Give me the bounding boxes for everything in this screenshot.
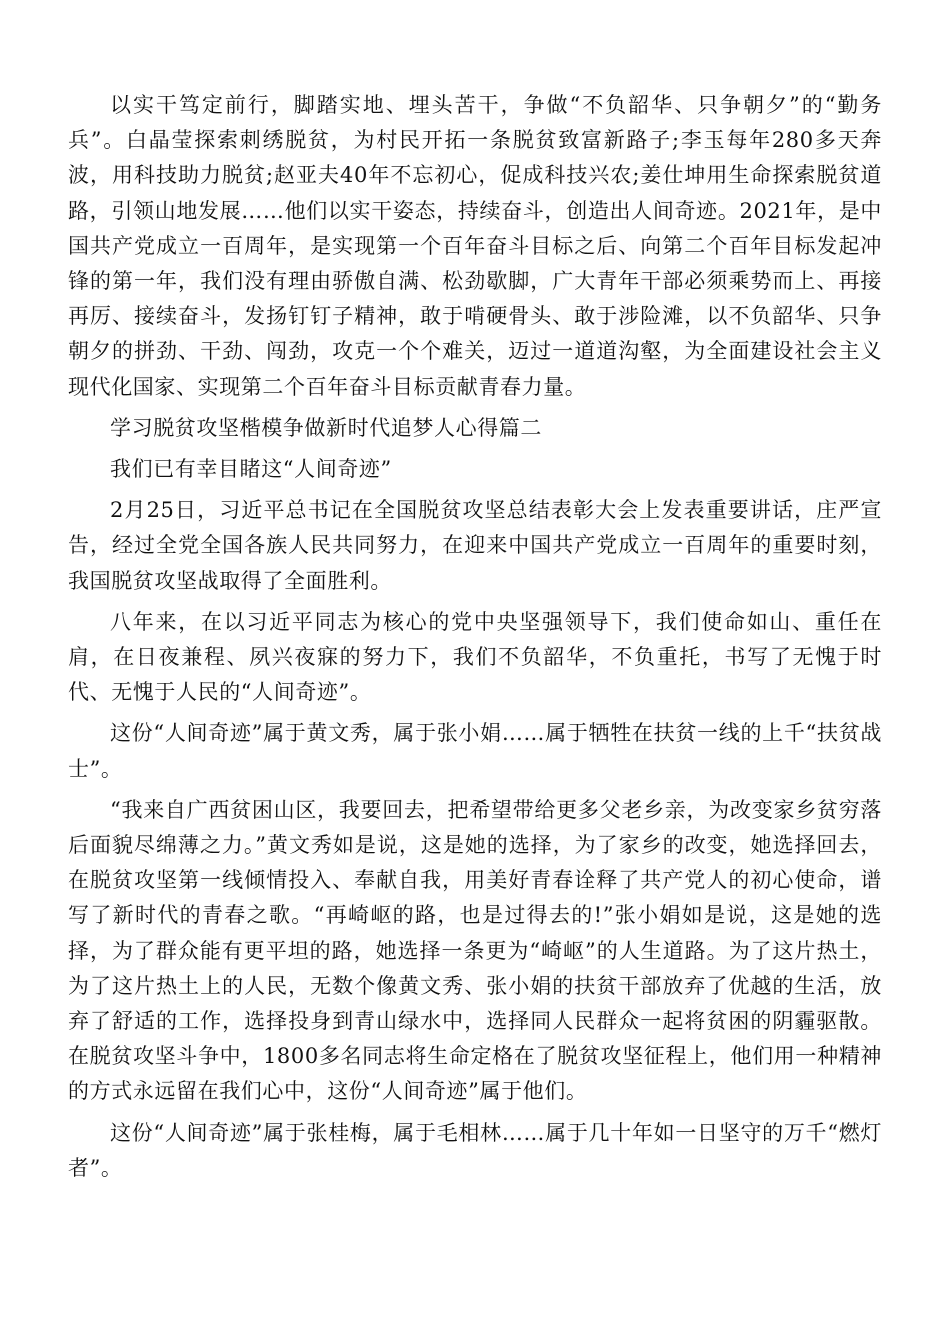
paragraph-5: “我来自广西贫困山区，我要回去，把希望带给更多父老乡亲，为改变家乡贫穷落后面貌尽绵薄之力。”黄文秀如是说，这是她的选择，为了家乡的改变，她选择回去，在脱贫攻坚第一线倾情投入、奉献自我，用美好青春诠释了共产党人的初心使命，谱写了新时代的青春之歌。“再崎岖的路，也是过得去的!”张小娟如是说，这是她的选择，为了群众能有更平坦的路，她选择一条更为“崎岖”的人生道路。为了这片热土，为了这片热土上的人民，无数个像黄文秀、张小娟的扶贫干部放弃了优越的生活，放弃了舒适的工作，选择投身到青山绿水中，选择同人民群众一起将贫困的阴霾驱散。在脱贫攻坚斗争中，1800多名同志将生命定格在了脱贫攻坚征程上，他们用一种精神的方式永远留在我们心中，这份“人间奇迹”属于他们。: [68, 797, 882, 1104]
article-title: 我们已有幸目睹这“人间奇迹”: [110, 457, 392, 482]
paragraph-1: 以实干笃定前行，脚踏实地、埋头苦干，争做“不负韶华、只争朝夕”的“勤务兵”。白晶莹探索刺绣脱贫，为村民开拓一条脱贫致富新路子;李玉每年280多天奔波，用科技助力脱贫;赵亚夫40年不忘初心，促成科技兴农;姜仕坤用生命探索脱贫道路，引领山地发展……他们以实干姿态，持续奋斗，创造出人间奇迹。2021年，是中国共产党成立一百周年，是实现第一个百年奋斗目标之后、向第二个百年目标发起冲锋的第一年，我们没有理由骄傲自满、松劲歇脚，广大青年干部必须乘势而上、再接再厉、接续奋斗，发扬钉钉子精神，敢于啃硬骨头、敢于涉险滩，以不负韶华、只争朝夕的拼劲、干劲、闯劲，攻克一个个难关，迈过一道道沟壑，为全面建设社会主义现代化国家、实现第二个百年奋斗目标贡献青春力量。: [68, 93, 882, 399]
article-subtitle: 学习脱贫攻坚楷模争做新时代追梦人心得篇二: [110, 415, 542, 440]
paragraph-6: 这份“人间奇迹”属于张桂梅，属于毛相林……属于几十年如一日坚守的万千“燃灯者”。: [68, 1120, 882, 1180]
paragraph-3: 八年来，在以习近平同志为核心的党中央坚强领导下，我们使命如山、重任在肩，在日夜兼程、夙兴夜寐的努力下，我们不负韶华，不负重托，书写了无愧于时代、无愧于人民的“人间奇迹”。: [68, 609, 882, 705]
paragraph-4: 这份“人间奇迹”属于黄文秀，属于张小娟……属于牺牲在扶贫一线的上千“扶贫战士”。: [68, 721, 882, 781]
paragraph-2: 2月25日，习近平总书记在全国脱贫攻坚总结表彰大会上发表重要讲话，庄严宣告，经过全党全国各族人民共同努力，在迎来中国共产党成立一百周年的重要时刻，我国脱贫攻坚战取得了全面胜利。: [68, 498, 882, 593]
